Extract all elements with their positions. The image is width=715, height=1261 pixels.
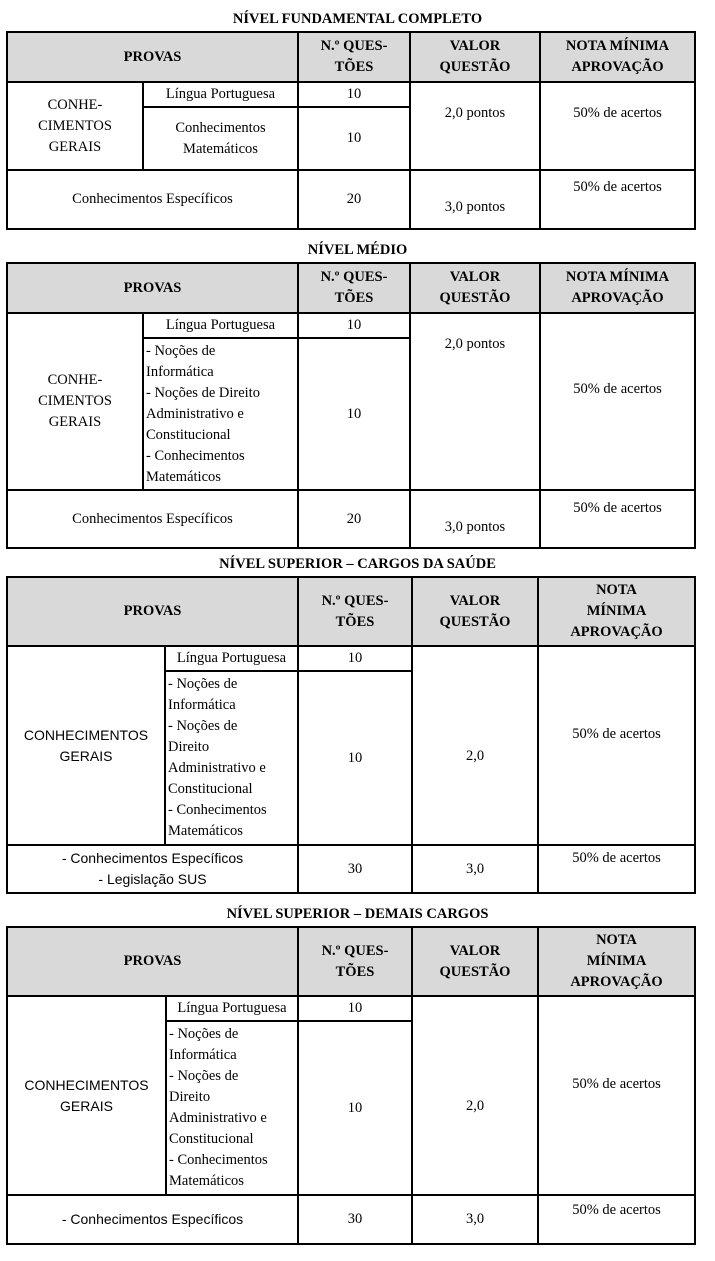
last-label: Conhecimentos Específicos (72, 191, 233, 207)
group-nota: 50% de acertos (572, 725, 661, 742)
last-nota: 50% de acertos (572, 1202, 661, 1218)
header-questoes: N.º QUES- TÕES (299, 928, 411, 995)
section-title-superior-demais: NÍVEL SUPERIOR – DEMAIS CARGOS (226, 906, 489, 922)
sub-lingua-questoes: 10 (347, 650, 363, 666)
last-questoes: 30 (347, 1211, 363, 1227)
header-valor: VALOR QUESTÃO (413, 928, 537, 995)
group-nota: 50% de acertos (573, 380, 662, 397)
group-valor: 2,0 pontos (444, 105, 506, 121)
header-nota: NOTA MÍNIMA APROVAÇÃO (541, 264, 694, 312)
table-fundamental (6, 31, 696, 230)
table-superior-saude (6, 576, 696, 894)
last-valor: 3,0 pontos (444, 199, 506, 215)
group-nota: 50% de acertos (573, 105, 662, 121)
group-label: CONHE- CIMENTOS GERAIS (38, 96, 112, 155)
group-label: CONHE- CIMENTOS GERAIS (38, 372, 112, 430)
group-valor: 2,0 (465, 748, 485, 764)
last-nota: 50% de acertos (573, 179, 662, 195)
last-valor: 3,0 pontos (444, 519, 506, 535)
header-questoes: N.º QUES- TÕES (299, 264, 409, 312)
sub-second-questoes: 10 (347, 1099, 363, 1116)
header-valor: VALOR QUESTÃO (411, 33, 539, 81)
sub-lingua-questoes: 10 (346, 86, 362, 102)
header-valor: VALOR QUESTÃO (413, 578, 537, 645)
header-nota: NOTA MÍNIMA APROVAÇÃO (539, 928, 694, 995)
group-label: CONHECIMENTOS GERAIS (23, 726, 149, 764)
group-label: CONHECIMENTOS GERAIS (24, 1076, 149, 1114)
sub-lingua-label: Língua Portuguesa (177, 1000, 287, 1016)
header-questoes: N.º QUES- TÕES (299, 578, 411, 645)
sub-lingua-label: Língua Portuguesa (165, 317, 276, 333)
group-valor: 2,0 pontos (444, 336, 506, 352)
sub-lingua-label: Língua Portuguesa (176, 650, 287, 666)
sub-lingua-label: Língua Portuguesa (165, 86, 276, 102)
last-valor: 3,0 (465, 1211, 485, 1227)
last-label: - Conhecimentos Específicos - Legislação SUS (61, 850, 244, 887)
section-title-fundamental: NÍVEL FUNDAMENTAL COMPLETO (232, 11, 483, 27)
table-superior-demais (6, 926, 696, 1245)
table-medio (6, 262, 696, 549)
header-nota: NOTA MÍNIMA APROVAÇÃO (541, 33, 694, 81)
header-nota: NOTA MÍNIMA APROVAÇÃO (539, 578, 694, 645)
group-valor: 2,0 (465, 1098, 485, 1114)
sub-second-label: - Noções de Informática - Noções de Direito Administrativo e Constitucional - Conhecimentos Matemáticos (146, 342, 260, 485)
group-nota: 50% de acertos (572, 1075, 661, 1092)
section-title-medio: NÍVEL MÉDIO (307, 242, 408, 258)
last-nota: 50% de acertos (573, 500, 662, 516)
last-label: Conhecimentos Específicos (72, 510, 233, 527)
sub-lingua-questoes: 10 (347, 1000, 363, 1016)
sub-second-label: Conhecimentos Matemáticos (175, 119, 266, 157)
last-questoes: 20 (346, 191, 362, 207)
last-nota: 50% de acertos (572, 850, 661, 866)
sub-second-questoes: 10 (347, 749, 363, 766)
header-provas: PROVAS (8, 264, 297, 312)
last-questoes: 30 (347, 860, 363, 877)
last-questoes: 20 (346, 510, 362, 527)
last-label: - Conhecimentos Específicos (61, 1211, 244, 1227)
sub-second-label: - Noções de Informática - Noções de Direito Administrativo e Constitucional - Conhecimentos Matemáticos (168, 676, 267, 839)
header-questoes: N.º QUES- TÕES (299, 33, 409, 81)
header-provas: PROVAS (8, 928, 297, 995)
header-valor: VALOR QUESTÃO (411, 264, 539, 312)
sub-lingua-questoes: 10 (346, 317, 362, 333)
section-title-superior-saude: NÍVEL SUPERIOR – CARGOS DA SAÚDE (219, 556, 496, 572)
header-provas: PROVAS (8, 33, 297, 81)
last-valor: 3,0 (465, 860, 485, 877)
sub-second-label: - Noções de Informática - Noções de Direito Administrativo e Constitucional - Conhecimentos Matemáticos (169, 1026, 268, 1189)
header-provas: PROVAS (8, 578, 297, 645)
sub-second-questoes: 10 (346, 405, 362, 422)
sub-second-questoes: 10 (346, 130, 362, 146)
